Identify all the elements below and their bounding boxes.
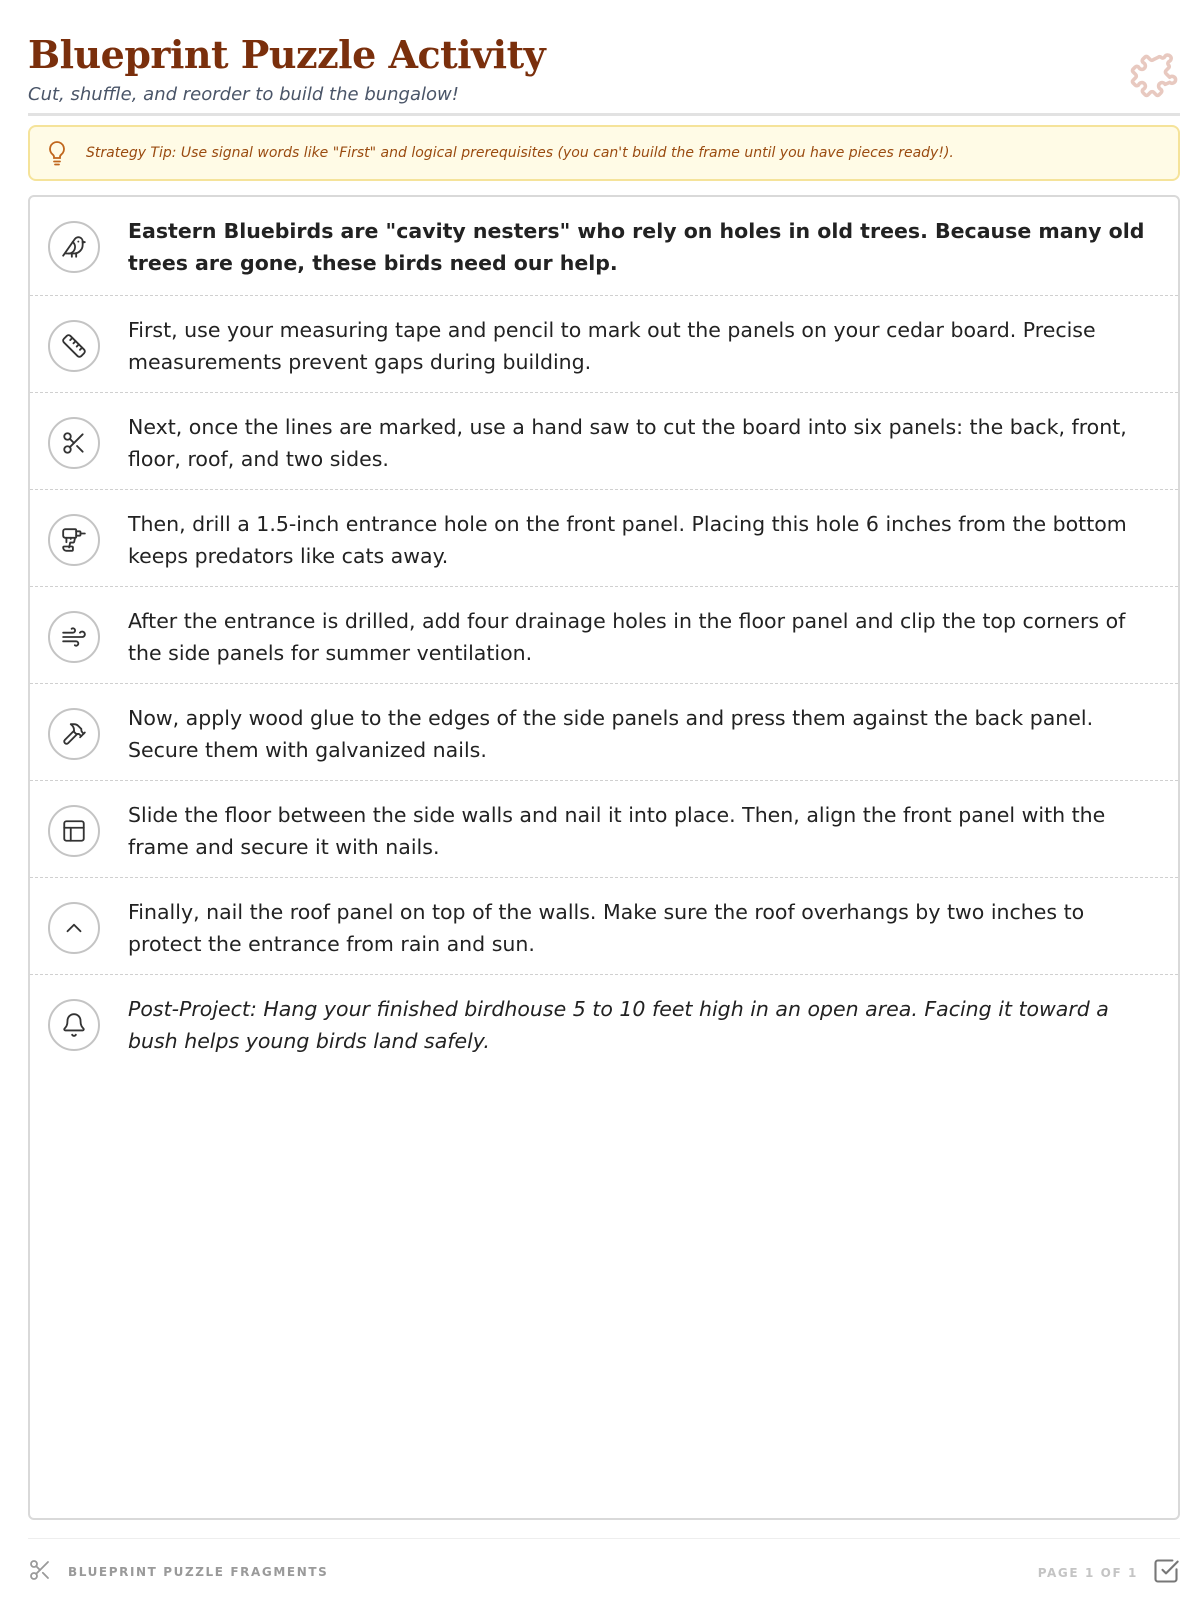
tip-text: Strategy Tip: Use signal words like "First" and logical prerequisites (you can't build the frame until you have pieces ready!). <box>86 145 954 161</box>
page-header <box>28 30 1180 116</box>
step-text: Eastern Bluebirds are "cavity nesters" who rely on holes in old trees. Because many old trees are gone, these birds need our help. <box>128 219 1145 275</box>
list-item[interactable] <box>30 684 1178 781</box>
lightbulb-icon <box>46 139 68 167</box>
step-list <box>28 195 1180 1520</box>
list-item[interactable] <box>30 878 1178 975</box>
step-text: Finally, nail the roof panel on top of the walls. Make sure the roof overhangs by two inches to protect the entrance from rain and sun. <box>128 900 1085 956</box>
list-item[interactable] <box>30 587 1178 684</box>
footer-right <box>1038 1557 1180 1589</box>
step-text: Slide the floor between the side walls and nail it into place. Then, align the front panel with the frame and secure it with nails. <box>128 803 1106 859</box>
step-text: First, use your measuring tape and pencil to mark out the panels on your cedar board. Precise measurements prevent gaps during building. <box>128 318 1096 374</box>
footer-label: BLUEPRINT PUZZLE FRAGMENTS <box>68 1565 329 1579</box>
bird-icon <box>48 221 100 273</box>
puzzle-icon <box>1126 52 1180 106</box>
list-item[interactable] <box>30 490 1178 587</box>
step-text: Now, apply wood glue to the edges of the side panels and press them against the back panel. Secure them with galvanized nails. <box>128 706 1094 762</box>
ruler-icon <box>48 320 100 372</box>
strategy-tip <box>28 125 1180 181</box>
layout-icon <box>48 805 100 857</box>
wind-icon <box>48 611 100 663</box>
step-text: After the entrance is drilled, add four drainage holes in the floor panel and clip the top corners of the side panels for summer ventilation. <box>128 609 1126 665</box>
list-item[interactable] <box>30 781 1178 878</box>
page-title: Blueprint Puzzle Activity <box>28 32 546 77</box>
hammer-icon <box>48 708 100 760</box>
list-item[interactable] <box>30 197 1178 296</box>
step-text: Next, once the lines are marked, use a hand saw to cut the board into six panels: the back, front, floor, roof, and two sides. <box>128 415 1127 471</box>
step-text: Post-Project: Hang your finished birdhouse 5 to 10 feet high in an open area. Facing it toward a bush helps young birds land safely. <box>128 997 1109 1053</box>
list-item[interactable] <box>30 975 1178 1072</box>
page-subtitle: Cut, shuffle, and reorder to build the bungalow! <box>28 84 459 105</box>
scissors-icon <box>48 417 100 469</box>
scissors-icon <box>28 1557 68 1587</box>
footer-left <box>28 1557 328 1587</box>
drill-icon <box>48 514 100 566</box>
list-item[interactable] <box>30 393 1178 490</box>
page-number: PAGE 1 OF 1 <box>1037 1566 1138 1580</box>
step-text: Then, drill a 1.5-inch entrance hole on the front panel. Placing this hole 6 inches from the bottom keeps predators like cats away. <box>128 512 1127 568</box>
page-footer <box>28 1538 1180 1588</box>
list-item[interactable] <box>30 296 1178 393</box>
chevron-up-icon <box>48 902 100 954</box>
check-square-icon <box>1152 1557 1180 1589</box>
bell-icon <box>48 999 100 1051</box>
